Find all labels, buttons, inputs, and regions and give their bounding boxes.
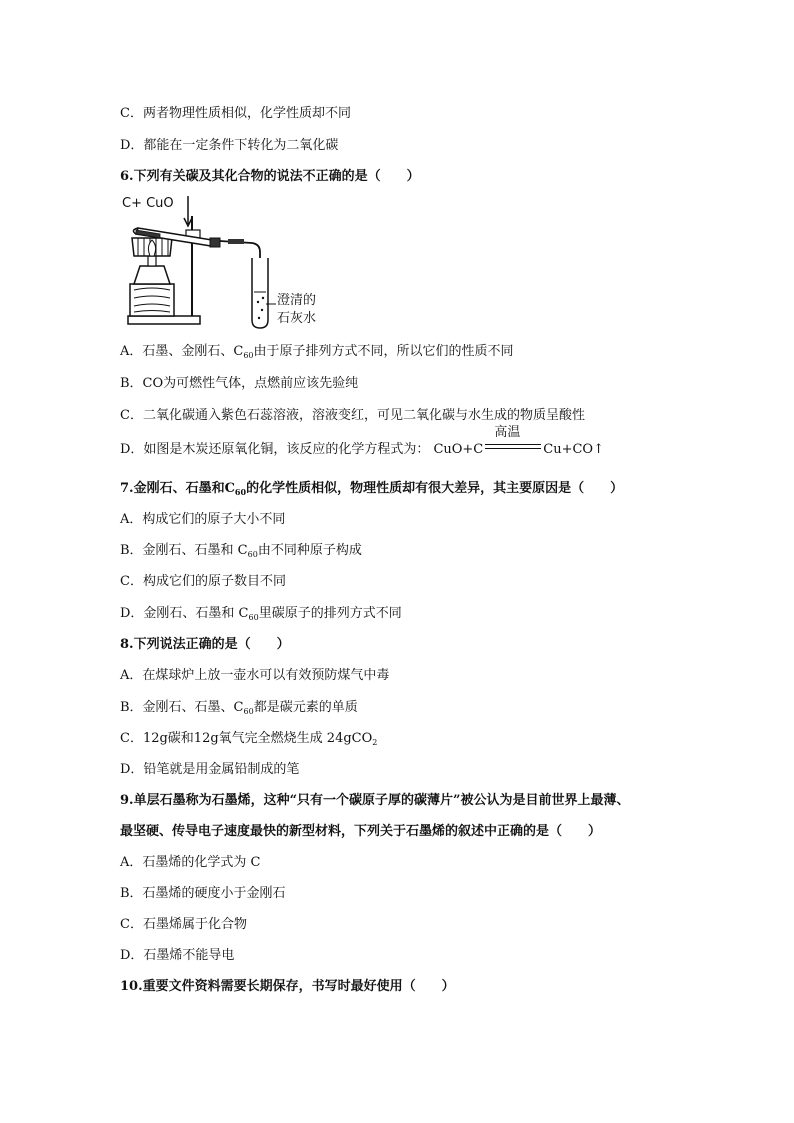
solution-label-line-1: 澄清的 — [277, 293, 317, 308]
option-5c-text: C．两者物理性质相似，化学性质却不同 — [120, 106, 351, 121]
equation-left: CuO+C — [433, 442, 484, 457]
option-7a — [120, 512, 285, 528]
question-7-sub: 60 — [234, 487, 247, 497]
option-8d-text: D．铅笔就是用金属铅制成的笔 — [120, 762, 300, 777]
solution-label-line-2: 石灰水 — [277, 311, 317, 326]
question-6-text: 6.下列有关碳及其化合物的说法不正确的是（ ） — [120, 169, 420, 184]
option-6c-text: C．二氧化碳通入紫色石蕊溶液，溶液变红，可见二氧化碳与水生成的物质呈酸性 — [120, 408, 585, 423]
option-8c-pre: C．12g碳和12g氧气完全燃烧生成 24gCO — [120, 731, 373, 746]
option-7d — [120, 606, 402, 626]
question-7-post: 的化学性质相似，物理性质却有很大差异，其主要原因是（ ） — [246, 481, 624, 496]
option-7b-sub: 60 — [247, 550, 258, 559]
question-10-text: 10.重要文件资料需要长期保存，书写时最好使用（ ） — [120, 979, 455, 994]
apparatus-drawing — [120, 194, 360, 334]
option-9b — [120, 886, 286, 902]
question-8-text: 8.下列说法正确的是（ ） — [120, 637, 290, 652]
option-9d-text: D．石墨烯不能导电 — [120, 948, 235, 963]
chemical-equation — [433, 425, 604, 458]
option-7d-pre: D．金刚石、石墨和 C — [120, 606, 249, 621]
option-7d-sub: 60 — [248, 613, 259, 622]
option-5c — [120, 106, 351, 122]
question-9-line-2 — [120, 824, 601, 840]
option-8d — [120, 762, 299, 778]
question-10 — [120, 979, 455, 995]
option-7b-pre: B．金刚石、石墨和 C — [120, 543, 248, 558]
option-8b — [120, 700, 358, 720]
option-7c-text: C．构成它们的原子数目不同 — [120, 574, 286, 589]
option-8b-post: 都是碳元素的单质 — [253, 700, 358, 715]
option-5d — [120, 138, 338, 154]
option-9a-text: A．石墨烯的化学式为 C — [120, 855, 261, 870]
option-8c — [120, 731, 377, 751]
question-7 — [120, 481, 623, 500]
option-5d-text: D．都能在一定条件下转化为二氧化碳 — [120, 138, 339, 153]
question-8 — [120, 637, 290, 653]
option-6d-text: D．如图是木炭还原氧化铜，该反应的化学方程式为： — [120, 442, 430, 457]
option-9c-text: C．石墨烯属于化合物 — [120, 917, 247, 932]
apparatus-figure — [120, 194, 360, 334]
option-9d — [120, 948, 234, 964]
equation-condition: 高温 — [494, 425, 521, 440]
option-7a-text: A．构成它们的原子大小不同 — [120, 512, 286, 527]
option-9a — [120, 855, 260, 871]
reactants-label: C+ CuO — [122, 196, 174, 211]
option-6a-post: 由于原子排列方式不同，所以它们的性质不同 — [253, 344, 514, 359]
option-8a — [120, 668, 389, 684]
equation-right: Cu+CO↑ — [543, 442, 604, 457]
option-8b-pre: B．金刚石、石墨、C — [120, 700, 244, 715]
question-6 — [120, 169, 420, 185]
option-7c — [120, 574, 286, 590]
option-9b-text: B．石墨烯的硬度小于金刚石 — [120, 886, 286, 901]
option-6b — [120, 376, 358, 392]
option-7d-post: 里碳原子的排列方式不同 — [258, 606, 402, 621]
option-6b-text: B．CO为可燃性气体，点燃前应该先验纯 — [120, 376, 359, 391]
option-8b-sub: 60 — [243, 707, 254, 716]
equation-bar — [485, 444, 541, 449]
option-8c-sub: 2 — [372, 738, 378, 747]
option-7b-post: 由不同种原子构成 — [257, 543, 362, 558]
question-9-text-2: 最坚硬、传导电子速度最快的新型材料，下列关于石墨烯的叙述中正确的是（ ） — [120, 824, 602, 839]
option-6a-sub: 60 — [243, 351, 254, 360]
option-6a — [120, 344, 514, 364]
question-9-line-1 — [120, 793, 630, 809]
option-6d — [120, 425, 604, 458]
option-6a-pre: A．石墨、金刚石、C — [120, 344, 244, 359]
option-9c — [120, 917, 247, 933]
question-9-text-1: 9.单层石墨称为石墨烯，这种“只有一个碳原子厚的碳薄片”被公认为是目前世界上最薄、 — [120, 793, 630, 808]
option-8a-text: A．在煤球炉上放一壶水可以有效预防煤气中毒 — [120, 668, 390, 683]
option-6c — [120, 408, 585, 424]
question-7-pre: 7.金刚石、石墨和C — [120, 481, 235, 496]
option-7b — [120, 543, 362, 563]
